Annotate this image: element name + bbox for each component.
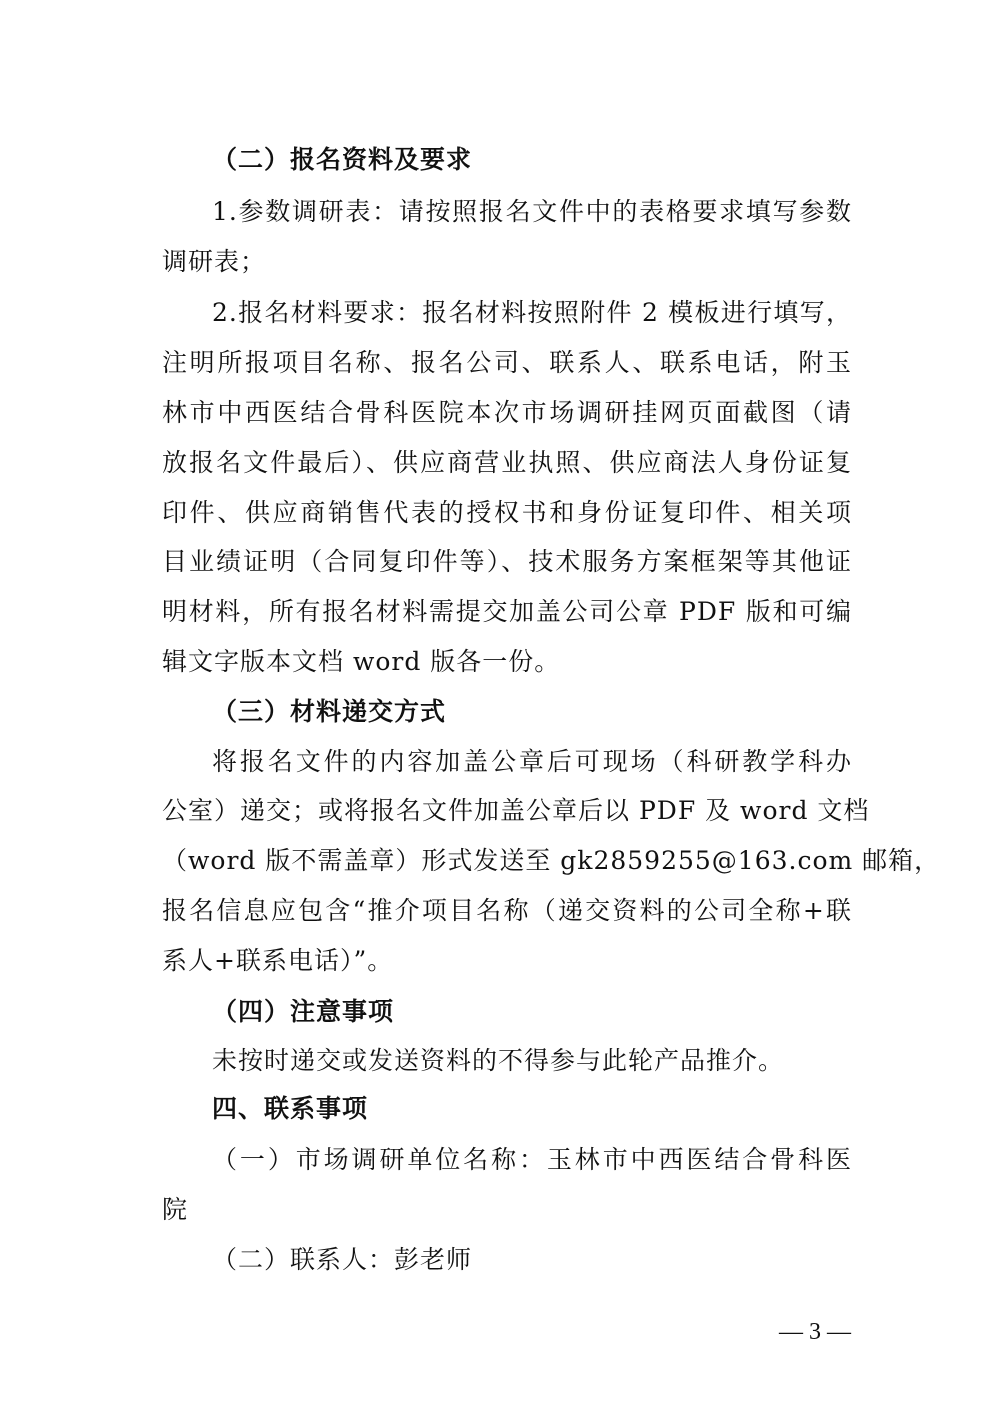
heading-registration-materials: （二）报名资料及要求 xyxy=(212,145,473,174)
heading-submission-method: （三）材料递交方式 xyxy=(212,697,447,726)
contact-person: （二）联系人：彭老师 xyxy=(212,1245,473,1274)
paragraph-line: 注明所报项目名称、报名公司、联系人、联系电话，附玉 xyxy=(162,348,852,377)
paragraph-line: 放报名文件最后）、供应商营业执照、供应商法人身份证复 xyxy=(162,448,852,477)
paragraph-line: 未按时递交或发送资料的不得参与此轮产品推介。 xyxy=(212,1046,785,1075)
page-number: — 3 — xyxy=(779,1319,851,1345)
paragraph-line: 1.参数调研表：请按照报名文件中的表格要求填写参数 xyxy=(212,197,852,226)
paragraph-line: 院 xyxy=(162,1195,189,1224)
paragraph-line: 系人+联系电话）”。 xyxy=(162,946,394,975)
paragraph-line: （word 版不需盖章）形式发送至 gk2859255@163.com 邮箱， xyxy=(162,846,941,875)
heading-notes: （四）注意事项 xyxy=(212,997,395,1026)
paragraph-line: 报名信息应包含“推介项目名称（递交资料的公司全称+联 xyxy=(162,896,852,925)
paragraph-line: 林市中西医结合骨科医院本次市场调研挂网页面截图（请 xyxy=(162,398,852,427)
paragraph-line: 调研表； xyxy=(162,247,267,276)
paragraph-line: 公室）递交；或将报名文件加盖公章后以 PDF 及 word 文档 xyxy=(162,796,870,825)
paragraph-line: 印件、供应商销售代表的授权书和身份证复印件、相关项 xyxy=(162,498,852,527)
paragraph-line: 目业绩证明（合同复印件等）、技术服务方案框架等其他证 xyxy=(162,547,852,576)
paragraph-line: 2.报名材料要求：报名材料按照附件 2 模板进行填写， xyxy=(212,298,852,327)
paragraph-line: 将报名文件的内容加盖公章后可现场（科研教学科办 xyxy=(212,747,852,776)
paragraph-line: 明材料，所有报名材料需提交加盖公司公章 PDF 版和可编 xyxy=(162,597,852,626)
heading-contact: 四、联系事项 xyxy=(212,1094,369,1123)
paragraph-line: 辑文字版本文档 word 版各一份。 xyxy=(162,647,561,676)
paragraph-line: （一）市场调研单位名称：玉林市中西医结合骨科医 xyxy=(212,1145,852,1174)
